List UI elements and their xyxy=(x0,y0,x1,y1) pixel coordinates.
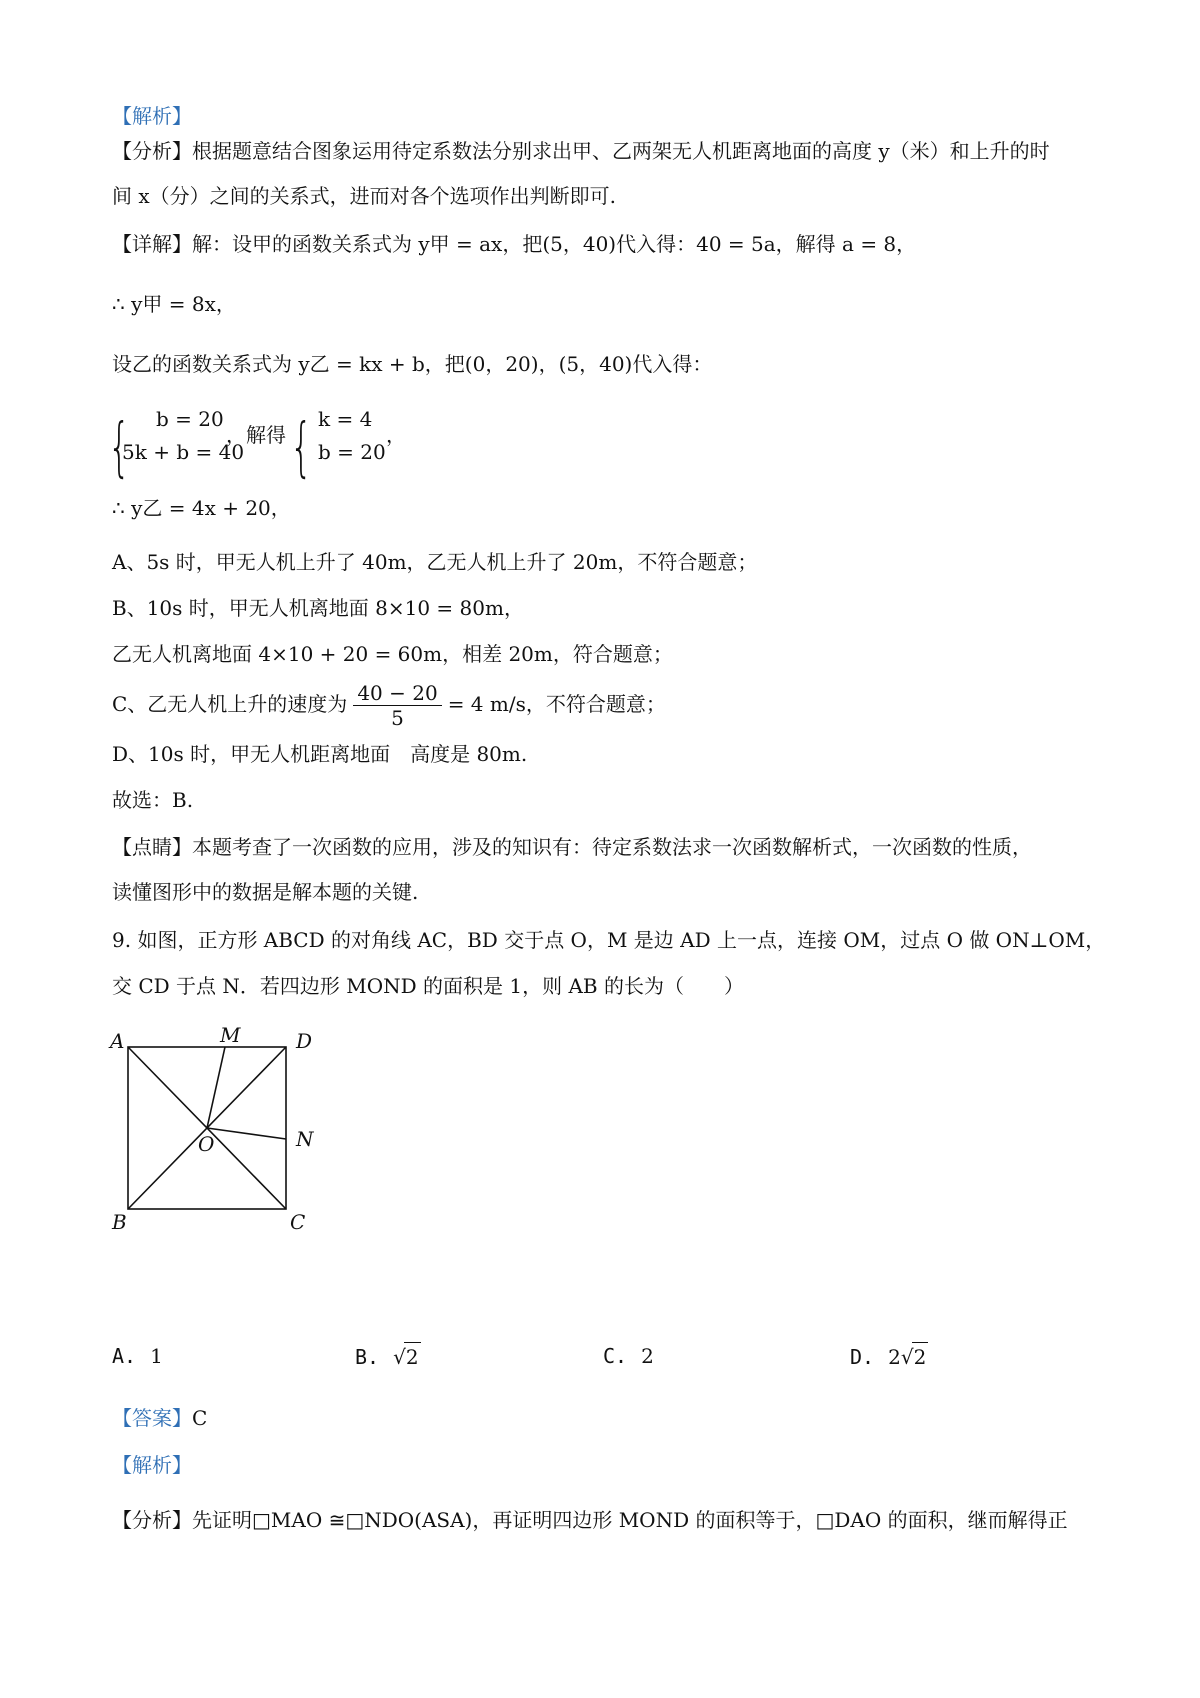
label-a: A xyxy=(110,1029,125,1053)
choice-d[interactable]: D. 2√2 xyxy=(850,1342,928,1371)
label-b: B xyxy=(112,1210,127,1234)
choice-b[interactable]: B. √2 xyxy=(355,1342,421,1371)
square-figure xyxy=(100,1025,360,1245)
detail-line-2: ∴ y甲 = 8x， xyxy=(112,292,236,316)
choice-c[interactable]: C. 2 xyxy=(603,1344,654,1368)
answer-line: 【答案】C xyxy=(112,1406,208,1430)
detail-line-3: 设乙的函数关系式为 y乙 = kx + b，把(0，20)，(5，40)代入得： xyxy=(112,352,713,376)
heading-jiexi: 【解析】 xyxy=(112,104,192,128)
remark-line-1: 【点睛】本题考查了一次函数的应用，涉及的知识有：待定系数法求一次函数解析式，一次函数的性质， xyxy=(112,835,1032,859)
detail-line-1: 【详解】解：设甲的函数关系式为 y甲 = ax，把(5，40)代入得：40 = 5a，解得 a = 8， xyxy=(112,232,917,256)
option-d-analysis: D、10s 时，甲无人机距离地面 高度是 80m. xyxy=(112,742,528,766)
question-9-line-2: 交 CD 于点 N．若四边形 MOND 的面积是 1，则 AB 的长为（ ） xyxy=(112,974,744,998)
choice-a[interactable]: A. 1 xyxy=(112,1344,163,1368)
detail-line-4: ∴ y乙 = 4x + 20， xyxy=(112,496,291,520)
label-c: C xyxy=(290,1210,306,1234)
analysis-line-1: 【分析】根据题意结合图象运用待定系数法分别求出甲、乙两架无人机距离地面的高度 y（米）和上升的时 xyxy=(112,139,1050,163)
question-9-line-1: 9. 如图，正方形 ABCD 的对角线 AC，BD 交于点 O，M 是边 AD 上一点，连接 OM，过点 O 做 ON⊥OM， xyxy=(112,928,1106,952)
document-page: 【解析】 【分析】根据题意结合图象运用待定系数法分别求出甲、乙两架无人机距离地面的高度 y（米）和上升的时 间 x（分）之间的关系式，进而对各个选项作出判断即可. 【详解】解：设甲的函数关系式为 y甲 = ax，把(5，40)代入得：40 = 5a，解得 a = 8， ∴ y甲 = 8x， 设乙的函数关系式为 y乙 = kx + b，把(0，20)，(5，40)代入得： { b = 20 5k + b = 40 ，解得 { k = 4 b = 20 ， ∴ y乙 = 4x + 20， A、5s 时，甲无人机上升了 40m，乙无人机上升了 20m，不符合题意； B、10s 时，甲无人机离地面 8×10 = 80m， 乙无人机离地面 4×10 + 20 = 60m，相差 20m，符合题意； C、乙无人机上升的速度为 $\frac{40 - 20}{5}$ = 4 m/s，不符合题意； D、10s 时，甲无人机距离地面 高度是 80m. 故选：B. 【点睛】本题考查了一次函数的应用，涉及的知识有：待定系数法求一次函数解析式，一次函数的性质， 读懂图形中的数据是解本题的关键. 9. 如图，正方形 ABCD 的对角线 AC，BD 交于点 O，M 是边 AD 上一点，连接 OM，过点 O 做 ON⊥OM， 交 CD 于点 N．若四边形 MOND 的面积是 1，则 AB 的长为（ ） A M D O N B C A. 1 B. √2 C. 2 D. 2√2 【答案】C 【解析】 【分析】先证明□MAO ≅□NDO(ASA)，再证明四边形 MOND 的面积等于，□DAO 的面积，继而解得正 xyxy=(0,0,1200,1698)
segment-om xyxy=(207,1047,225,1128)
heading-jiexi-2: 【解析】 xyxy=(112,1453,192,1477)
analysis-line-2: 间 x（分）之间的关系式，进而对各个选项作出判断即可. xyxy=(112,184,616,208)
segment-on xyxy=(207,1128,286,1139)
label-m: M xyxy=(220,1025,241,1047)
remark-line-2: 读懂图形中的数据是解本题的关键. xyxy=(112,880,419,904)
label-n: N xyxy=(296,1127,314,1151)
option-a-analysis: A、5s 时，甲无人机上升了 40m，乙无人机上升了 20m，不符合题意； xyxy=(112,550,758,574)
option-b-analysis-1: B、10s 时，甲无人机离地面 8×10 = 80m， xyxy=(112,596,524,620)
label-d: D xyxy=(296,1029,313,1053)
label-o: O xyxy=(198,1132,215,1156)
speed-fraction: $\frac{40 - 20}{5}$ xyxy=(353,681,441,730)
analysis-q9: 【分析】先证明□MAO ≅□NDO(ASA)，再证明四边形 MOND 的面积等于，□DAO 的面积，继而解得正 xyxy=(112,1508,1068,1532)
option-c-analysis: C、乙无人机上升的速度为 $\frac{40 - 20}{5}$ = 4 m/s，不符合题意； xyxy=(112,681,666,730)
choose-line: 故选：B. xyxy=(112,788,194,812)
option-b-analysis-2: 乙无人机离地面 4×10 + 20 = 60m，相差 20m，符合题意； xyxy=(112,642,673,666)
